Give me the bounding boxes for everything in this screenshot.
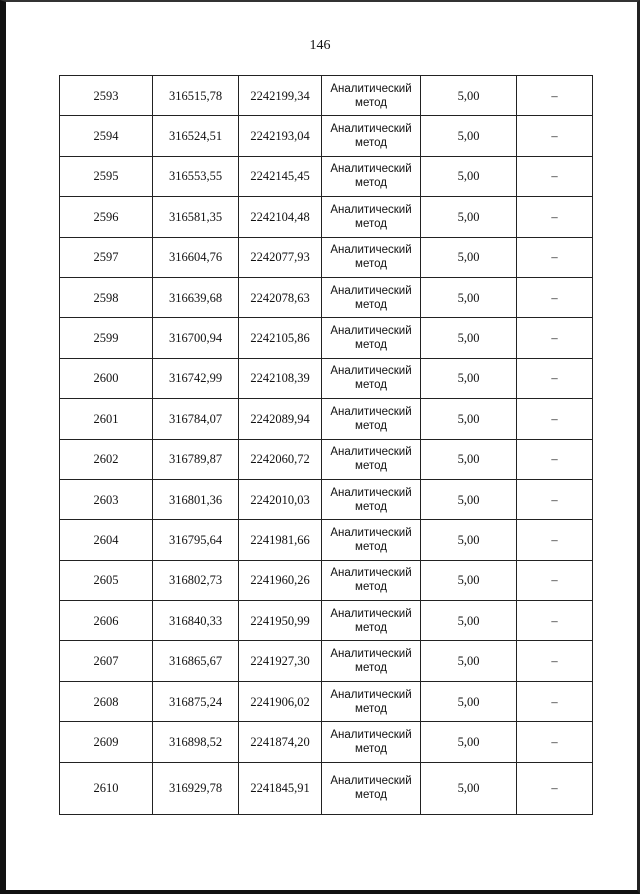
- x-coordinate-cell: 316604,76: [153, 237, 239, 277]
- method-line-2: метод: [355, 177, 387, 190]
- page-number: 146: [309, 38, 331, 53]
- method-line-1: Аналитический: [330, 244, 412, 257]
- accuracy-cell: 5,00: [421, 399, 517, 439]
- y-coordinate-cell: 2241845,91: [239, 762, 322, 814]
- note-cell: –: [517, 277, 593, 317]
- y-coordinate-cell: 2242105,86: [239, 318, 322, 358]
- point-number-cell: 2600: [60, 358, 153, 398]
- accuracy-cell: 5,00: [421, 237, 517, 277]
- method-cell: [322, 156, 421, 196]
- point-number-cell: 2604: [60, 520, 153, 560]
- table-row: [60, 722, 593, 762]
- method-line-1: Аналитический: [330, 163, 412, 176]
- x-coordinate-cell: 316801,36: [153, 479, 239, 519]
- method-cell: [322, 681, 421, 721]
- method-line-2: метод: [355, 298, 387, 311]
- y-coordinate-cell: 2242108,39: [239, 358, 322, 398]
- point-number-cell: 2601: [60, 399, 153, 439]
- note-cell: –: [517, 197, 593, 237]
- method-cell: [322, 116, 421, 156]
- table-row: [60, 358, 593, 398]
- table-row: [60, 520, 593, 560]
- x-coordinate-cell: 316789,87: [153, 439, 239, 479]
- x-coordinate-cell: 316639,68: [153, 277, 239, 317]
- method-line-2: метод: [355, 500, 387, 513]
- note-cell: –: [517, 681, 593, 721]
- method-line-2: метод: [355, 540, 387, 553]
- point-number-cell: 2610: [60, 762, 153, 814]
- note-cell: –: [517, 762, 593, 814]
- note-cell: –: [517, 156, 593, 196]
- x-coordinate-cell: 316840,33: [153, 601, 239, 641]
- x-coordinate-cell: 316742,99: [153, 358, 239, 398]
- y-coordinate-cell: 2241950,99: [239, 601, 322, 641]
- coordinates-table-body: [60, 76, 593, 815]
- note-cell: –: [517, 358, 593, 398]
- method-line-2: метод: [355, 419, 387, 432]
- note-cell: –: [517, 560, 593, 600]
- y-coordinate-cell: 2242010,03: [239, 479, 322, 519]
- method-line-1: Аналитический: [330, 486, 412, 499]
- accuracy-cell: 5,00: [421, 358, 517, 398]
- method-line-1: Аналитический: [330, 526, 412, 539]
- y-coordinate-cell: 2242199,34: [239, 76, 322, 116]
- method-cell: [322, 601, 421, 641]
- accuracy-cell: 5,00: [421, 520, 517, 560]
- point-number-cell: 2596: [60, 197, 153, 237]
- method-line-2: метод: [355, 702, 387, 715]
- method-cell: [322, 560, 421, 600]
- y-coordinate-cell: 2241906,02: [239, 681, 322, 721]
- point-number-cell: 2599: [60, 318, 153, 358]
- y-coordinate-cell: 2242077,93: [239, 237, 322, 277]
- point-number-cell: 2608: [60, 681, 153, 721]
- note-cell: –: [517, 116, 593, 156]
- y-coordinate-cell: 2242060,72: [239, 439, 322, 479]
- method-line-2: метод: [355, 460, 387, 473]
- method-line-1: Аналитический: [330, 446, 412, 459]
- method-line-1: Аналитический: [330, 728, 412, 741]
- method-line-1: Аналитический: [330, 648, 412, 661]
- accuracy-cell: 5,00: [421, 116, 517, 156]
- method-cell: [322, 277, 421, 317]
- method-line-2: метод: [355, 96, 387, 109]
- y-coordinate-cell: 2241874,20: [239, 722, 322, 762]
- method-line-1: Аналитический: [330, 123, 412, 136]
- method-cell: [322, 439, 421, 479]
- accuracy-cell: 5,00: [421, 601, 517, 641]
- point-number-cell: 2606: [60, 601, 153, 641]
- accuracy-cell: 5,00: [421, 762, 517, 814]
- point-number-cell: 2598: [60, 277, 153, 317]
- table-row: [60, 197, 593, 237]
- x-coordinate-cell: 316898,52: [153, 722, 239, 762]
- y-coordinate-cell: 2241927,30: [239, 641, 322, 681]
- coordinates-table: [59, 75, 593, 815]
- method-line-1: Аналитический: [330, 688, 412, 701]
- method-line-1: Аналитический: [330, 607, 412, 620]
- method-line-1: Аналитический: [330, 365, 412, 378]
- table-row: [60, 479, 593, 519]
- note-cell: –: [517, 399, 593, 439]
- method-line-2: метод: [355, 662, 387, 675]
- method-cell: [322, 722, 421, 762]
- table-row: [60, 601, 593, 641]
- accuracy-cell: 5,00: [421, 156, 517, 196]
- method-line-2: метод: [355, 339, 387, 352]
- x-coordinate-cell: 316581,35: [153, 197, 239, 237]
- table-row: [60, 156, 593, 196]
- method-cell: [322, 76, 421, 116]
- method-line-1: Аналитический: [330, 203, 412, 216]
- x-coordinate-cell: 316700,94: [153, 318, 239, 358]
- table-row: [60, 681, 593, 721]
- point-number-cell: 2602: [60, 439, 153, 479]
- x-coordinate-cell: 316784,07: [153, 399, 239, 439]
- method-line-1: Аналитический: [330, 284, 412, 297]
- table-row: [60, 439, 593, 479]
- point-number-cell: 2594: [60, 116, 153, 156]
- method-line-2: метод: [355, 137, 387, 150]
- method-cell: [322, 318, 421, 358]
- accuracy-cell: 5,00: [421, 722, 517, 762]
- x-coordinate-cell: 316515,78: [153, 76, 239, 116]
- method-cell: [322, 237, 421, 277]
- accuracy-cell: 5,00: [421, 560, 517, 600]
- y-coordinate-cell: 2242193,04: [239, 116, 322, 156]
- accuracy-cell: 5,00: [421, 479, 517, 519]
- point-number-cell: 2605: [60, 560, 153, 600]
- method-cell: [322, 197, 421, 237]
- note-cell: –: [517, 237, 593, 277]
- x-coordinate-cell: 316524,51: [153, 116, 239, 156]
- note-cell: –: [517, 439, 593, 479]
- method-line-2: метод: [355, 379, 387, 392]
- method-cell: [322, 520, 421, 560]
- note-cell: –: [517, 722, 593, 762]
- note-cell: –: [517, 479, 593, 519]
- accuracy-cell: 5,00: [421, 76, 517, 116]
- point-number-cell: 2603: [60, 479, 153, 519]
- method-line-2: метод: [355, 789, 387, 802]
- y-coordinate-cell: 2241960,26: [239, 560, 322, 600]
- point-number-cell: 2607: [60, 641, 153, 681]
- point-number-cell: 2595: [60, 156, 153, 196]
- note-cell: –: [517, 601, 593, 641]
- point-number-cell: 2609: [60, 722, 153, 762]
- x-coordinate-cell: 316929,78: [153, 762, 239, 814]
- method-line-1: Аналитический: [330, 775, 412, 788]
- table-row: [60, 318, 593, 358]
- y-coordinate-cell: 2242104,48: [239, 197, 322, 237]
- method-line-2: метод: [355, 581, 387, 594]
- table-row: [60, 399, 593, 439]
- accuracy-cell: 5,00: [421, 641, 517, 681]
- method-cell: [322, 358, 421, 398]
- method-line-2: метод: [355, 217, 387, 230]
- method-line-2: метод: [355, 742, 387, 755]
- method-line-1: Аналитический: [330, 82, 412, 95]
- method-line-1: Аналитический: [330, 567, 412, 580]
- point-number-cell: 2593: [60, 76, 153, 116]
- accuracy-cell: 5,00: [421, 439, 517, 479]
- method-cell: [322, 479, 421, 519]
- note-cell: –: [517, 641, 593, 681]
- y-coordinate-cell: 2242145,45: [239, 156, 322, 196]
- point-number-cell: 2597: [60, 237, 153, 277]
- y-coordinate-cell: 2242089,94: [239, 399, 322, 439]
- y-coordinate-cell: 2242078,63: [239, 277, 322, 317]
- x-coordinate-cell: 316875,24: [153, 681, 239, 721]
- accuracy-cell: 5,00: [421, 681, 517, 721]
- method-line-1: Аналитический: [330, 405, 412, 418]
- accuracy-cell: 5,00: [421, 318, 517, 358]
- method-cell: [322, 641, 421, 681]
- table-row: [60, 277, 593, 317]
- accuracy-cell: 5,00: [421, 277, 517, 317]
- table-row: [60, 641, 593, 681]
- table-row: [60, 237, 593, 277]
- table-row: [60, 560, 593, 600]
- method-line-2: метод: [355, 258, 387, 271]
- method-line-2: метод: [355, 621, 387, 634]
- note-cell: –: [517, 76, 593, 116]
- accuracy-cell: 5,00: [421, 197, 517, 237]
- x-coordinate-cell: 316865,67: [153, 641, 239, 681]
- note-cell: –: [517, 520, 593, 560]
- x-coordinate-cell: 316802,73: [153, 560, 239, 600]
- table-row: [60, 762, 593, 814]
- y-coordinate-cell: 2241981,66: [239, 520, 322, 560]
- note-cell: –: [517, 318, 593, 358]
- table-row: [60, 116, 593, 156]
- x-coordinate-cell: 316553,55: [153, 156, 239, 196]
- x-coordinate-cell: 316795,64: [153, 520, 239, 560]
- method-cell: [322, 399, 421, 439]
- method-line-1: Аналитический: [330, 325, 412, 338]
- table-row: [60, 76, 593, 116]
- method-cell: [322, 762, 421, 814]
